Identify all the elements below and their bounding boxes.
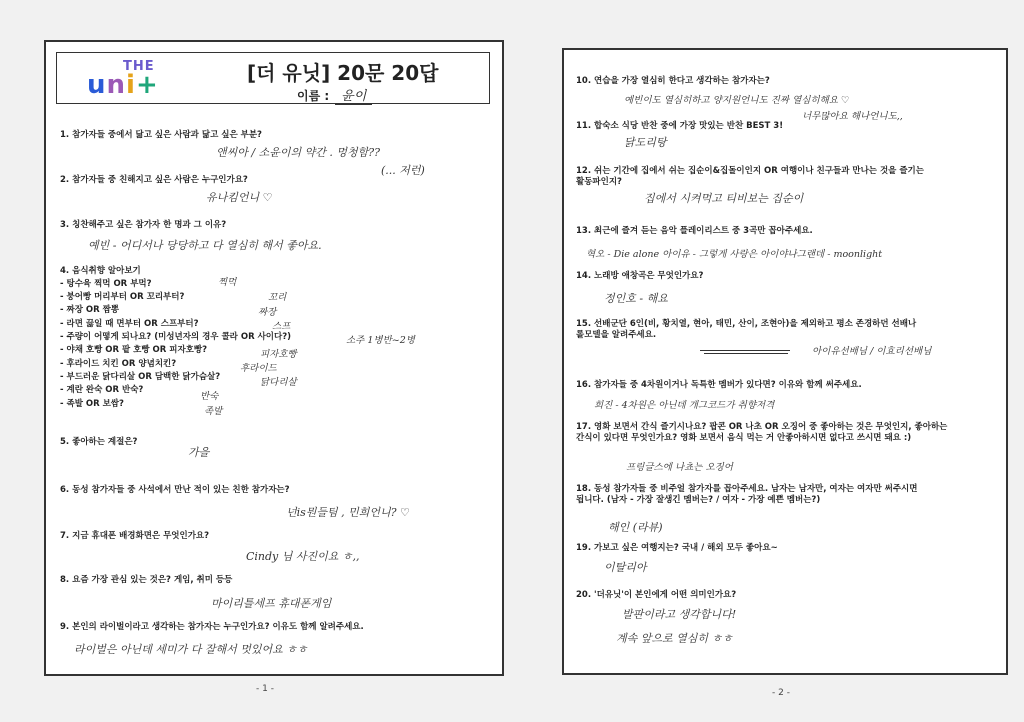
food-answer: 짜장 [258, 307, 277, 318]
question-10: 10. 연습을 가장 열심히 한다고 생각하는 참가자는? [576, 76, 770, 86]
answer-1: 앤씨아 / 소윤이의 약간 . 멍청함?? [216, 146, 380, 159]
name-label: 이름 : [297, 89, 330, 103]
answer-17: 프링글스에 나쵸는 오징어 [626, 462, 733, 473]
name-line [297, 85, 372, 104]
answer-8: 마이리틀세프 휴대폰게임 [211, 597, 332, 610]
question-13: 13. 최근에 즐겨 듣는 음악 플레이리스트 중 3곡만 꼽아주세요. [576, 226, 813, 236]
question-1: 1. 참가자들 중에서 닮고 싶은 사람과 닮고 싶은 부분? [60, 130, 262, 140]
food-question: - 붕어빵 머리부터 OR 꼬리부터? [60, 292, 185, 302]
name-value: 윤이 [335, 89, 372, 105]
question-3: 3. 칭찬해주고 싶은 참가자 한 명과 그 이유? [60, 220, 227, 230]
questionnaire-page-1 [44, 40, 504, 676]
answer-20-extra: 계속 앞으로 열심히 ㅎㅎ [616, 632, 733, 645]
answer-2: 유나킴언니 ♡ [206, 191, 273, 204]
answer-18: 해인 (라뷰) [608, 521, 663, 534]
answer-5: 가을 [188, 446, 210, 459]
answer-10-extra: 너무많아요 해나언니도,, [802, 111, 903, 122]
food-answer: 족발 [204, 406, 223, 417]
question-8: 8. 요즘 가장 관심 있는 것은? 게임, 취미 등등 [60, 575, 233, 585]
question-5: 5. 좋아하는 계절은? [60, 437, 138, 447]
answer-1-note: (... 저런) [381, 164, 425, 177]
answer-13: 혁오 - Die alone 아이유 - 그렇게 사랑은 아이야나그랜데 - moonlight [586, 249, 883, 260]
page-number-1: - 1 - [256, 684, 274, 694]
scribbled-out-text [700, 350, 790, 351]
food-question: - 탕수육 찍먹 OR 부먹? [60, 279, 152, 289]
food-answer: 소주 1병반~2병 [346, 335, 415, 346]
food-question: - 후라이드 치킨 OR 양념치킨? [60, 359, 177, 369]
question-17: 17. 영화 보면서 간식 즐기시나요? 팝콘 OR 나초 OR 오징어 중 좋아하는 것은 무엇인지, 좋아하는 간식이 있다면 무엇인가요? 영화 보면서 음식 먹는 거 안좋아하시면 없다고 쓰시면 돼요 :) [576, 422, 948, 443]
food-answer: 꼬리 [268, 292, 287, 303]
answer-10: 예빈이도 열심히하고 양지원언니도 진짜 열심히해요 ♡ [624, 95, 850, 106]
food-question: - 족발 OR 보쌈? [60, 399, 124, 409]
food-question: - 계란 완숙 OR 반숙? [60, 385, 144, 395]
answer-3: 예빈 - 어디서나 당당하고 다 열심히 해서 좋아요. [88, 239, 322, 252]
question-14: 14. 노래방 애창곡은 무엇인가요? [576, 271, 704, 281]
question-12: 12. 쉬는 기간에 집에서 쉬는 집순이&집돌이인지 OR 여행이나 친구들과 만나는 것을 즐기는 활동파인지? [576, 166, 924, 187]
answer-12: 집에서 시켜먹고 티비보는 집순이 [644, 192, 804, 205]
question-11: 11. 합숙소 식당 반찬 중에 가장 맛있는 반찬 BEST 3! [576, 121, 784, 131]
answer-14: 정인호 - 해요 [604, 292, 668, 305]
answer-20: 발판이라고 생각합니다! [622, 608, 737, 621]
questionnaire-page-2 [562, 48, 1008, 675]
question-19: 19. 가보고 싶은 여행지는? 국내 / 해외 모두 좋아요~ [576, 543, 778, 553]
page-header [56, 52, 490, 104]
answer-7: Cindy 님 사진이요 ㅎ,, [246, 550, 360, 563]
question-4-title: 4. 음식취향 알아보기 [60, 266, 141, 276]
logo-the-text: THE [123, 59, 155, 74]
scribbled-out-text [704, 353, 788, 354]
food-question: - 부드러운 닭다리살 OR 담백한 닭가슴살? [60, 372, 221, 382]
food-question: - 짜장 OR 짬뽕 [60, 305, 120, 315]
food-answer: 스프 [272, 321, 291, 332]
page-number-2: - 2 - [772, 688, 790, 698]
food-question: - 야채 호빵 OR 팥 호빵 OR 피자호빵? [60, 345, 208, 355]
answer-6: 넌is뭔들팀 , 민희언니? ♡ [286, 506, 410, 519]
food-answer: 반숙 [200, 391, 219, 402]
question-20: 20. '더유닛'이 본인에게 어떤 의미인가요? [576, 590, 737, 600]
question-18: 18. 동성 참가자들 중 비주얼 참가자를 꼽아주세요. 남자는 남자만, 여자는 여자만 써주시면 됩니다. (남자 - 가장 잘생긴 멤버는? / 여자 - 가장 예쁜 멤버는?) [576, 484, 918, 505]
food-answer: 닭다리살 [260, 377, 297, 388]
answer-11: 닭도리탕 [624, 136, 667, 149]
question-15: 15. 선배군단 6인(비, 황치열, 현아, 태민, 산이, 조현아)을 제외하고 평소 존경하던 선배나 롤모델을 알려주세요. [576, 319, 917, 340]
food-question: - 주량이 어떻게 되나요? (미성년자의 경우 콜라 OR 사이다?) [60, 332, 292, 342]
question-2: 2. 참가자들 중 친해지고 싶은 사람은 누구인가요? [60, 175, 248, 185]
the-unit-logo [87, 59, 217, 99]
food-answer: 피자호빵 [260, 349, 297, 360]
food-answer: 후라이드 [240, 363, 277, 374]
food-question: - 라면 끓일 때 면부터 OR 스프부터? [60, 319, 199, 329]
answer-19: 이탈리아 [604, 561, 647, 574]
question-6: 6. 동성 참가자들 중 사석에서 만난 적이 있는 친한 참가자는? [60, 485, 290, 495]
food-answer: 찍먹 [218, 277, 237, 288]
question-9: 9. 본인의 라이벌이라고 생각하는 참가자는 누구인가요? 이유도 함께 알려주세요. [60, 622, 364, 632]
answer-15: 아이유선배님 / 이효리선배님 [812, 346, 932, 357]
logo-unit-text: uni+ [87, 70, 159, 100]
question-16: 16. 참가자들 중 4차원이거나 독특한 멤버가 있다면? 이유와 함께 써주세요. [576, 380, 862, 390]
page-title: [더 유닛] 20문 20답 [247, 61, 439, 85]
answer-9: 라이벌은 아닌데 세미가 다 잘해서 멋있어요 ㅎㅎ [74, 643, 308, 656]
question-7: 7. 지금 휴대폰 배경화면은 무엇인가요? [60, 531, 210, 541]
answer-16: 희진 - 4차원은 아닌데 개그코드가 취향저격 [594, 400, 775, 411]
